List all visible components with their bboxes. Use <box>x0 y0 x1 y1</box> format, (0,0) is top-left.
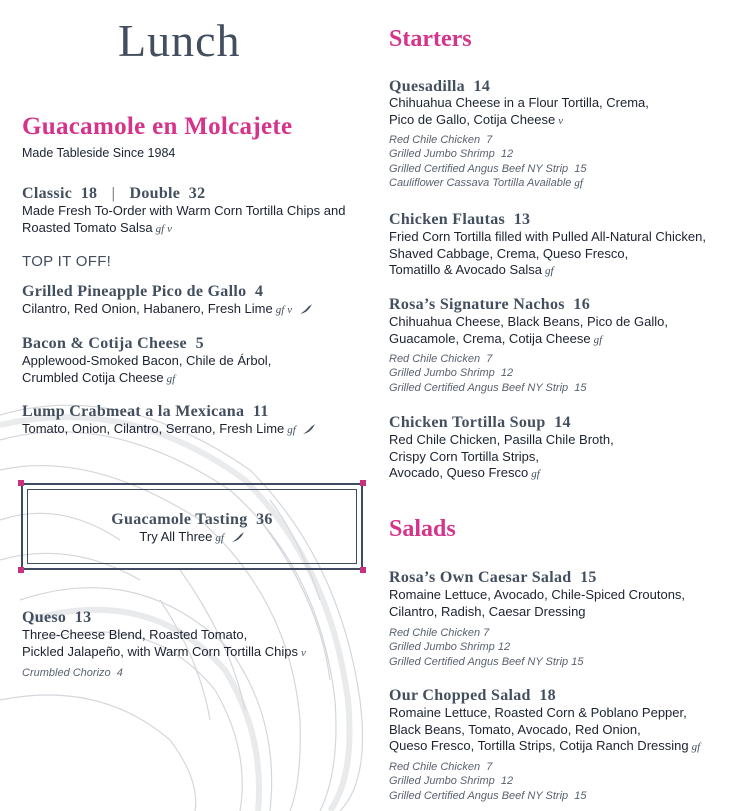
addon-price: 7 <box>486 134 493 146</box>
desc-line: Made Fresh To-Order with Warm Corn Tortilla Chips and <box>22 203 346 218</box>
menu-item-title <box>22 609 91 627</box>
starters-heading: Starters <box>389 26 472 52</box>
addon-name: Grilled Certified Angus Beef NY Strip <box>389 162 569 175</box>
desc-line: Three-Cheese Blend, Roasted Tomato, <box>22 627 248 642</box>
gluten-free-mark: gf <box>287 424 296 436</box>
item-name: Guacamole Tasting <box>111 511 248 528</box>
item-price: 4 <box>255 283 264 300</box>
addon-price: 7 <box>486 353 493 365</box>
guacamole-tasting-box <box>21 483 363 570</box>
addon-list <box>389 760 587 803</box>
addon-price: 7 <box>486 761 493 773</box>
desc-line: Avocado, Queso Fresco <box>389 465 529 480</box>
addon-price: 7 <box>483 627 490 639</box>
desc-line: Fried Corn Tortilla filled with Pulled All-Natural Chicken, <box>389 229 706 244</box>
menu-item-description <box>389 314 668 348</box>
chili-pepper-icon <box>302 423 316 435</box>
addon-list <box>389 352 587 395</box>
size-name: Classic <box>22 185 73 202</box>
gluten-free-mark: gf <box>544 265 554 277</box>
vegetarian-mark: v <box>558 114 564 127</box>
chili-pepper-icon <box>299 303 313 315</box>
item-price: 14 <box>473 78 491 95</box>
desc-line: Romaine Lettuce, Avocado, Chile-Spiced Croutons, <box>389 587 686 602</box>
item-price: 5 <box>195 335 204 352</box>
menu-item-title <box>389 211 530 229</box>
gluten-free-mark: gf <box>691 741 701 753</box>
desc-line: Tomato, Onion, Cilantro, Serrano, Fresh Lime <box>22 421 285 436</box>
item-price: 18 <box>539 687 556 704</box>
addon-option <box>22 666 123 680</box>
corner-ornament <box>360 567 366 573</box>
desc-line: Cilantro, Red Onion, Habanero, Fresh Lime <box>22 301 273 316</box>
addon-name: Grilled Jumbo Shrimp <box>389 148 495 161</box>
menu-item-title <box>22 283 263 301</box>
addon-name: Grilled Jumbo Shrimp <box>389 775 495 788</box>
desc-line: Crumbled Cotija Cheese <box>22 369 164 385</box>
desc-line: Red Chile Chicken, Pasilla Chile Broth, <box>389 432 614 447</box>
desc-line: Try All Three <box>139 529 213 544</box>
item-price: 14 <box>554 414 571 431</box>
addon-name: Grilled Certified Angus Beef NY Strip <box>389 655 569 668</box>
menu-item-title <box>389 414 571 432</box>
desc-line: Pico de Gallo, Cotija Cheese <box>389 111 556 127</box>
gluten-free-mark: gf <box>166 372 176 385</box>
desc-line: Shaved Cabbage, Crema, Queso Fresco, <box>389 245 629 261</box>
item-name: Chicken Tortilla Soup <box>389 414 546 431</box>
addon-name: Red Chile Chicken <box>389 761 481 773</box>
addon-price: 15 <box>574 162 587 175</box>
addon-price: 12 <box>497 641 511 654</box>
addon-name: Crumbled Chorizo <box>22 667 111 679</box>
page-title: Lunch <box>118 15 241 66</box>
gluten-free-mark: gf <box>531 468 540 480</box>
gluten-free-mark: gf <box>593 333 603 346</box>
guacamole-description <box>22 203 345 237</box>
addon-name: Grilled Jumbo Shrimp <box>389 367 495 380</box>
addon-name: Red Chile Chicken <box>389 627 481 639</box>
desc-line: Black Beans, Tomato, Avocado, Red Onion, <box>389 721 641 737</box>
addon-price: 12 <box>500 367 514 380</box>
menu-item-description <box>389 229 706 280</box>
desc-line: Crispy Corn Tortilla Strips, <box>389 448 540 464</box>
item-name: Grilled Pineapple Pico de Gallo <box>22 283 247 300</box>
salads-heading: Salads <box>389 516 456 542</box>
item-name: Chicken Flautas <box>389 211 506 228</box>
desc-line: Romaine Lettuce, Roasted Corn & Poblano Pepper, <box>389 705 687 720</box>
top-it-off-label: TOP IT OFF! <box>22 253 112 270</box>
menu-item-description <box>389 432 614 483</box>
gluten-free-mark: gf <box>215 532 224 544</box>
size-price: 18 <box>80 185 98 202</box>
item-name: Queso <box>22 609 67 626</box>
gluten-free-mark: gf <box>155 222 165 235</box>
menu-item-description <box>22 421 316 439</box>
desc-line: Chihuahua Cheese, Black Beans, Pico de Gallo, <box>389 314 668 329</box>
item-price: 16 <box>573 296 591 313</box>
addon-note: Cauliflower Cassava Tortilla Available <box>389 176 572 189</box>
addon-name: Red Chile Chicken <box>389 353 481 365</box>
item-name: Rosa’s Own Caesar Salad <box>389 569 572 586</box>
size-name: Double <box>129 185 181 202</box>
desc-line: Guacamole, Crema, Cotija Cheese <box>389 330 591 346</box>
item-price: 13 <box>513 211 531 228</box>
vegetarian-mark: v <box>301 646 306 659</box>
menu-item-description <box>22 627 306 661</box>
menu-item-description <box>22 353 271 387</box>
item-price: 15 <box>580 569 597 586</box>
desc-line: Cilantro, Radish, Caesar Dressing <box>389 603 586 619</box>
addon-price: 15 <box>574 789 587 802</box>
addon-list <box>389 626 583 669</box>
desc-line: Chihuahua Cheese in a Flour Tortilla, Crema, <box>389 95 649 110</box>
size-price: 32 <box>188 185 206 202</box>
menu-item-title <box>389 296 590 314</box>
item-price: 13 <box>74 609 92 626</box>
menu-item-title <box>23 511 361 529</box>
corner-ornament <box>18 480 24 486</box>
menu-item-description <box>389 95 649 129</box>
menu-item-title <box>22 403 269 421</box>
addon-name: Grilled Certified Angus Beef NY Strip <box>389 381 569 394</box>
menu-item-description <box>22 301 313 319</box>
addon-price: 12 <box>500 775 514 788</box>
menu-item-description <box>389 587 685 620</box>
addon-price: 12 <box>500 148 514 161</box>
addon-name: Grilled Jumbo Shrimp <box>389 641 495 654</box>
item-name: Rosa’s Signature Nachos <box>389 296 565 313</box>
item-name: Quesadilla <box>389 78 465 95</box>
menu-item-title <box>389 569 597 587</box>
addon-price: 15 <box>571 655 584 668</box>
divider: | <box>111 185 116 202</box>
item-name: Our Chopped Salad <box>389 687 531 704</box>
menu-item-description <box>23 529 361 547</box>
desc-line: Queso Fresco, Tortilla Strips, Cotija Ranch Dressing <box>389 738 689 753</box>
vegetarian-mark: v <box>287 304 293 316</box>
menu-item-title <box>389 78 490 96</box>
guacamole-sizes <box>22 185 205 203</box>
item-name: Bacon & Cotija Cheese <box>22 335 187 352</box>
menu-item-title <box>389 687 556 705</box>
item-price: 11 <box>252 403 269 420</box>
desc-line: Applewood-Smoked Bacon, Chile de Árbol, <box>22 353 272 368</box>
corner-ornament <box>360 480 366 486</box>
item-price: 36 <box>256 511 273 528</box>
desc-line: Tomatillo & Avocado Salsa <box>389 262 542 277</box>
chili-pepper-icon <box>231 531 245 543</box>
addon-list <box>389 133 587 190</box>
item-name: Lump Crabmeat a la Mexicana <box>22 403 245 420</box>
tasting-content <box>23 511 361 547</box>
addon-price: 15 <box>574 381 587 394</box>
gluten-free-mark: gf <box>574 176 583 189</box>
menu-item-description <box>389 705 700 756</box>
addon-price: 4 <box>116 667 123 679</box>
addon-name: Grilled Certified Angus Beef NY Strip <box>389 789 569 802</box>
menu-item-title <box>22 335 204 353</box>
guacamole-subheading: Made Tableside Since 1984 <box>22 146 176 160</box>
guacamole-heading: Guacamole en Molcajete <box>22 113 293 140</box>
desc-line: Pickled Jalapeño, with Warm Corn Tortilla Chips <box>22 643 298 659</box>
vegetarian-mark: v <box>167 222 173 235</box>
addon-name: Red Chile Chicken <box>389 134 481 146</box>
desc-line: Roasted Tomato Salsa <box>22 219 153 235</box>
corner-ornament <box>18 567 24 573</box>
gluten-free-mark: gf <box>275 304 285 316</box>
